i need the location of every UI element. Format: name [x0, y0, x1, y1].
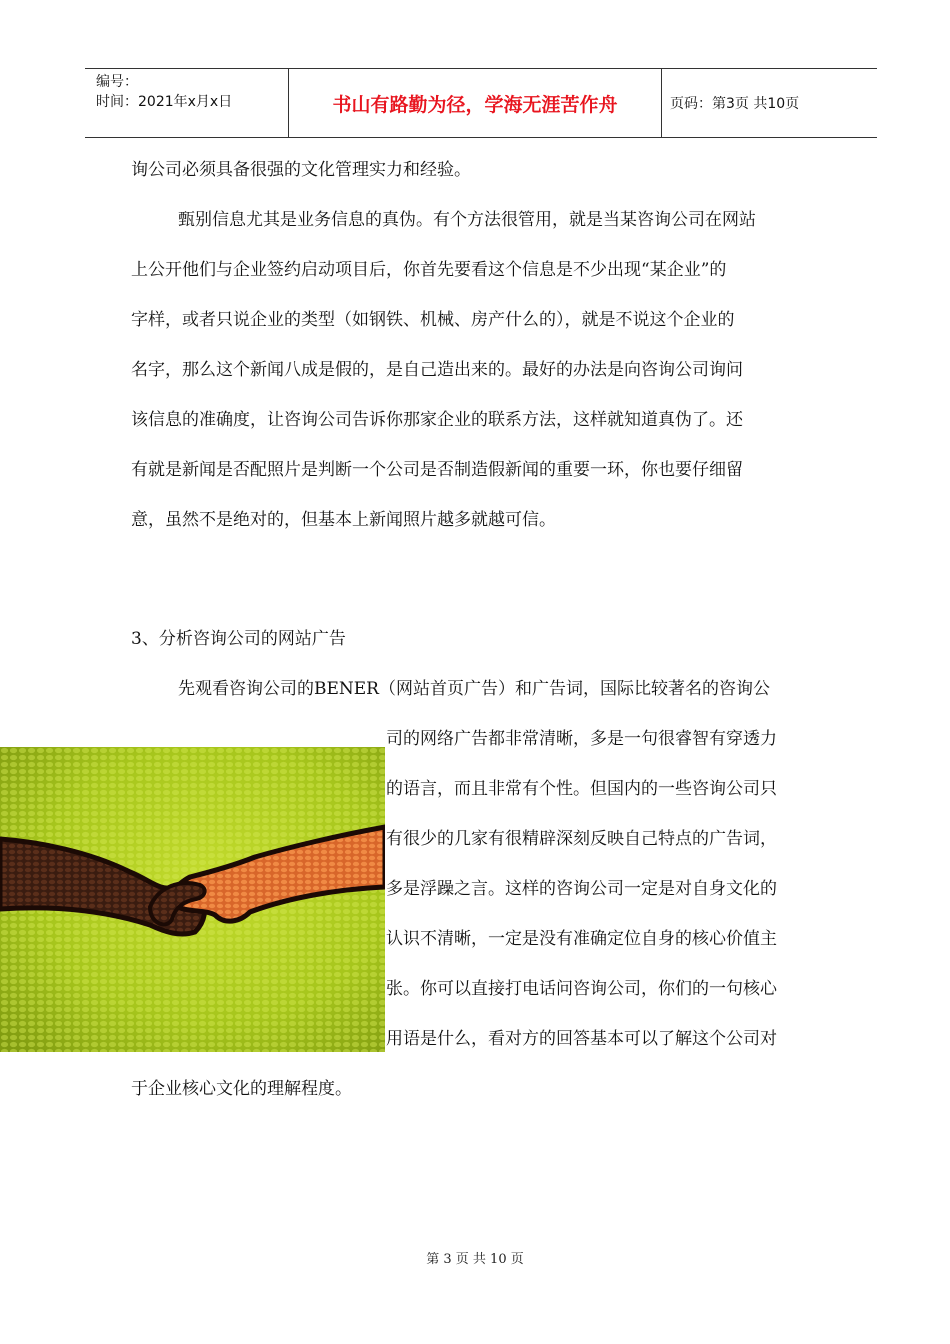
- page-header: [85, 68, 877, 138]
- body-line: 认识不清晰，一定是没有准确定位自身的核心价值主: [386, 929, 777, 949]
- body-line: 用语是什么，看对方的回答基本可以了解这个公司对: [386, 1029, 777, 1049]
- section-heading: 3、分析咨询公司的网站广告: [131, 629, 346, 649]
- body-line: 字样，或者只说企业的类型（如钢铁、机械、房产什么的），就是不说这个企业的: [131, 310, 735, 330]
- header-motto: 书山有路勤为径，学海无涯苦作舟: [288, 69, 662, 137]
- header-meta: [85, 69, 288, 137]
- body-line: 的语言，而且非常有个性。但国内的一些咨询公司只: [386, 779, 777, 799]
- handshake-beads-image: [0, 747, 385, 1052]
- body-line: 于企业核心文化的理解程度。: [131, 1079, 352, 1099]
- body-line: 意，虽然不是绝对的，但基本上新闻照片越多就越可信。: [131, 510, 556, 530]
- body-line: 该信息的准确度，让咨询公司告诉你那家企业的联系方法，这样就知道真伪了。还: [131, 410, 743, 430]
- time-label: 时间：2021年x月x日: [96, 94, 233, 110]
- body-line: 询公司必须具备很强的文化管理实力和经验。: [131, 160, 471, 180]
- body-line: 张。你可以直接打电话问咨询公司，你们的一句核心: [386, 979, 777, 999]
- body-line: 上公开他们与企业签约启动项目后，你首先要看这个信息是不少出现“某企业”的: [131, 260, 727, 280]
- body-line: 多是浮躁之言。这样的咨询公司一定是对自身文化的: [386, 879, 777, 899]
- header-page-info: 页码：第3页 共10页: [670, 96, 800, 112]
- number-label: 编号：: [96, 74, 138, 90]
- body-line: 有很少的几家有很精辟深刻反映自己特点的广告词，: [386, 829, 777, 849]
- body-line: 有就是新闻是否配照片是判断一个公司是否制造假新闻的重要一环，你也要仔细留: [131, 460, 743, 480]
- page-footer: 第 3 页 共 10 页: [426, 1252, 524, 1267]
- body-line: 司的网络广告都非常清晰，多是一句很睿智有穿透力: [386, 729, 777, 749]
- body-line: 先观看咨询公司的BENER（网站首页广告）和广告词，国际比较著名的咨询公: [178, 679, 770, 699]
- body-line: 名字，那么这个新闻八成是假的，是自己造出来的。最好的办法是向咨询公司询问: [131, 360, 743, 380]
- body-line: 甄别信息尤其是业务信息的真伪。有个方法很管用，就是当某咨询公司在网站: [178, 210, 756, 230]
